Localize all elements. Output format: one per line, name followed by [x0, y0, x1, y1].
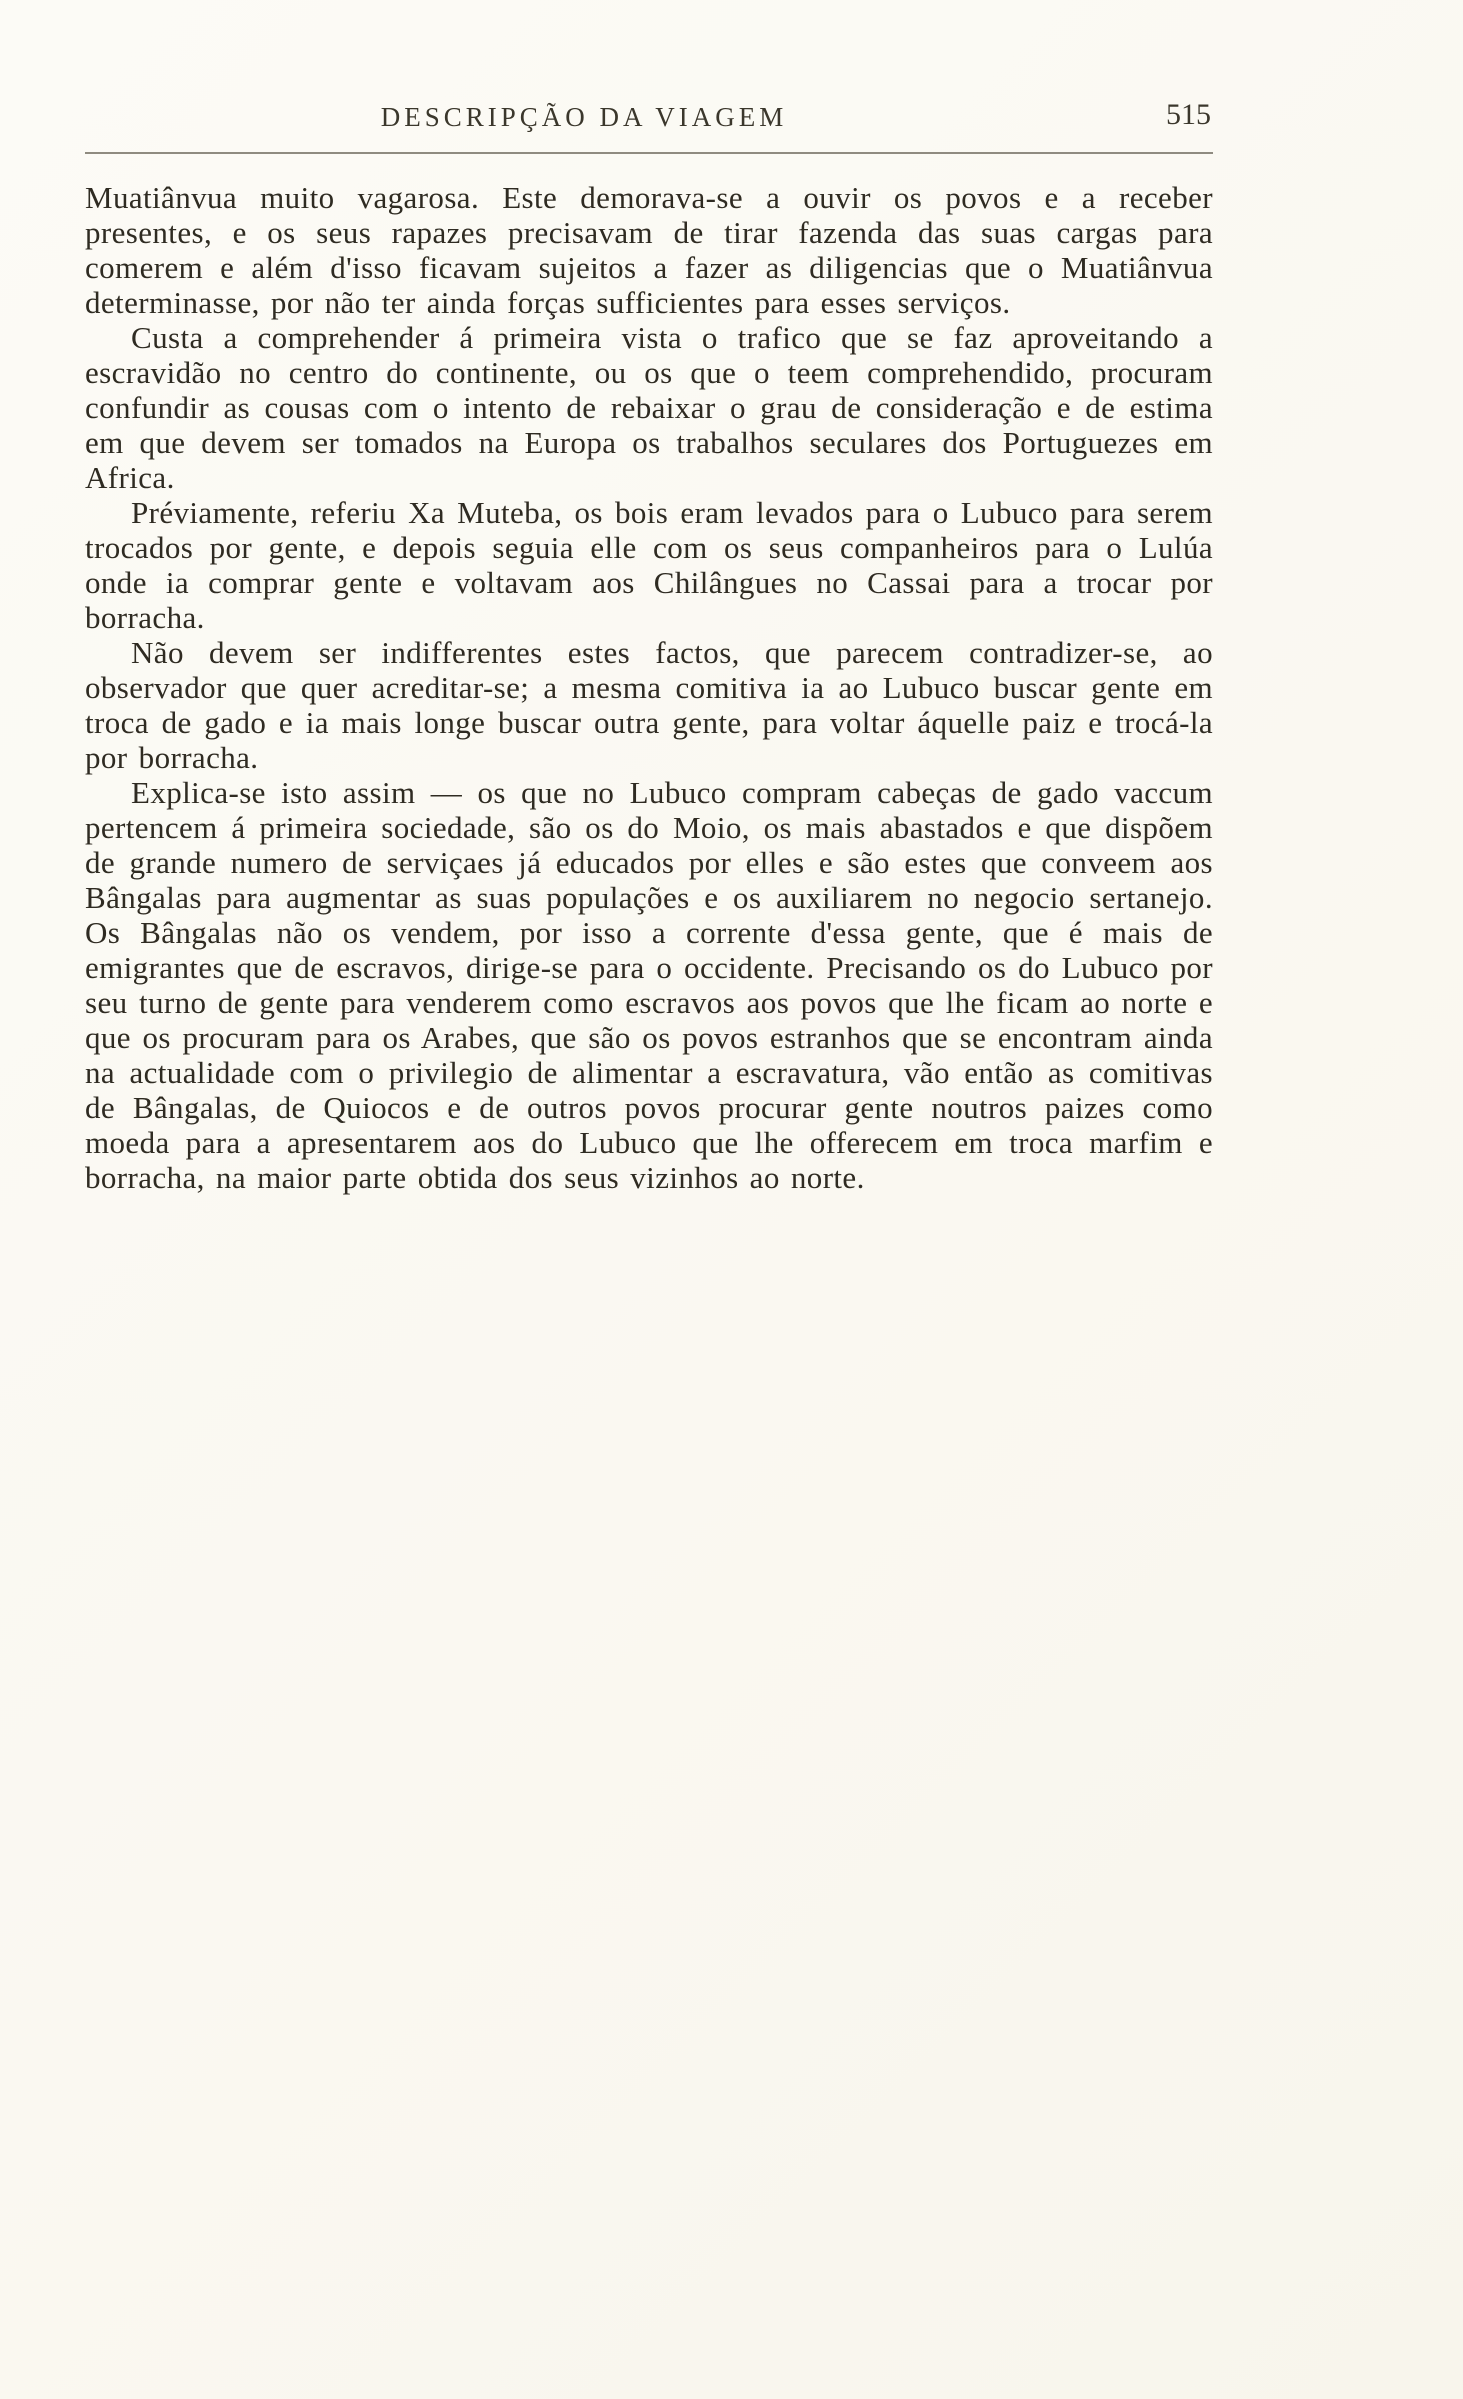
paragraph: Custa a comprehender á primeira vista o trafico que se faz aproveitando a escravidão no centro do continente, ou os que o teem comprehendido, procuram confundir as cousas com o intento de rebaixar o grau de consideração e de estima em que devem ser tomados na Europa os trabalhos seculares dos Portuguezes em Africa.	[85, 320, 1213, 495]
page-header	[85, 98, 1213, 154]
running-title: DESCRIPÇÃO DA VIAGEM	[380, 102, 788, 132]
page-number: 515	[1166, 98, 1211, 131]
page-content	[85, 98, 1213, 1195]
paragraph: Muatiânvua muito vagarosa. Este demorava-se a ouvir os povos e a receber presentes, e os seus rapazes precisavam de tirar fazenda das suas cargas para comerem e além d'isso ficavam sujeitos a fazer as diligencias que o Muatiânvua determinasse, por não ter ainda forças sufficientes para esses serviços.	[85, 180, 1213, 320]
paragraph: Não devem ser indifferentes estes factos, que parecem contradizer-se, ao observador que quer acreditar-se; a mesma comitiva ia ao Lubuco buscar gente em troca de gado e ia mais longe buscar outra gente, para voltar áquelle paiz e trocá-la por borracha.	[85, 635, 1213, 775]
paragraph: Préviamente, referiu Xa Muteba, os bois eram levados para o Lubuco para serem trocados por gente, e depois seguia elle com os seus companheiros para o Lulúa onde ia comprar gente e voltavam aos Chilângues no Cassai para a trocar por borracha.	[85, 495, 1213, 635]
paragraph: Explica-se isto assim — os que no Lubuco compram cabeças de gado vaccum pertencem á primeira sociedade, são os do Moio, os mais abastados e que dispõem de grande numero de serviçaes já educados por elles e são estes que conveem aos Bângalas para augmentar as suas populações e os auxiliarem no negocio sertanejo. Os Bângalas não os vendem, por isso a corrente d'essa gente, que é mais de emigrantes que de escravos, dirige-se para o occidente. Precisando os do Lubuco por seu turno de gente para venderem como escravos aos povos que lhe ficam ao norte e que os procuram para os Arabes, que são os povos estranhos que se encontram ainda na actualidade com o privilegio de alimentar a escravatura, vão então as comitivas de Bângalas, de Quiocos e de outros povos procurar gente noutros paizes como moeda para a apresentarem aos do Lubuco que lhe offerecem em troca marfim e borracha, na maior parte obtida dos seus vizinhos ao norte.	[85, 775, 1213, 1195]
page-body	[85, 180, 1213, 1195]
